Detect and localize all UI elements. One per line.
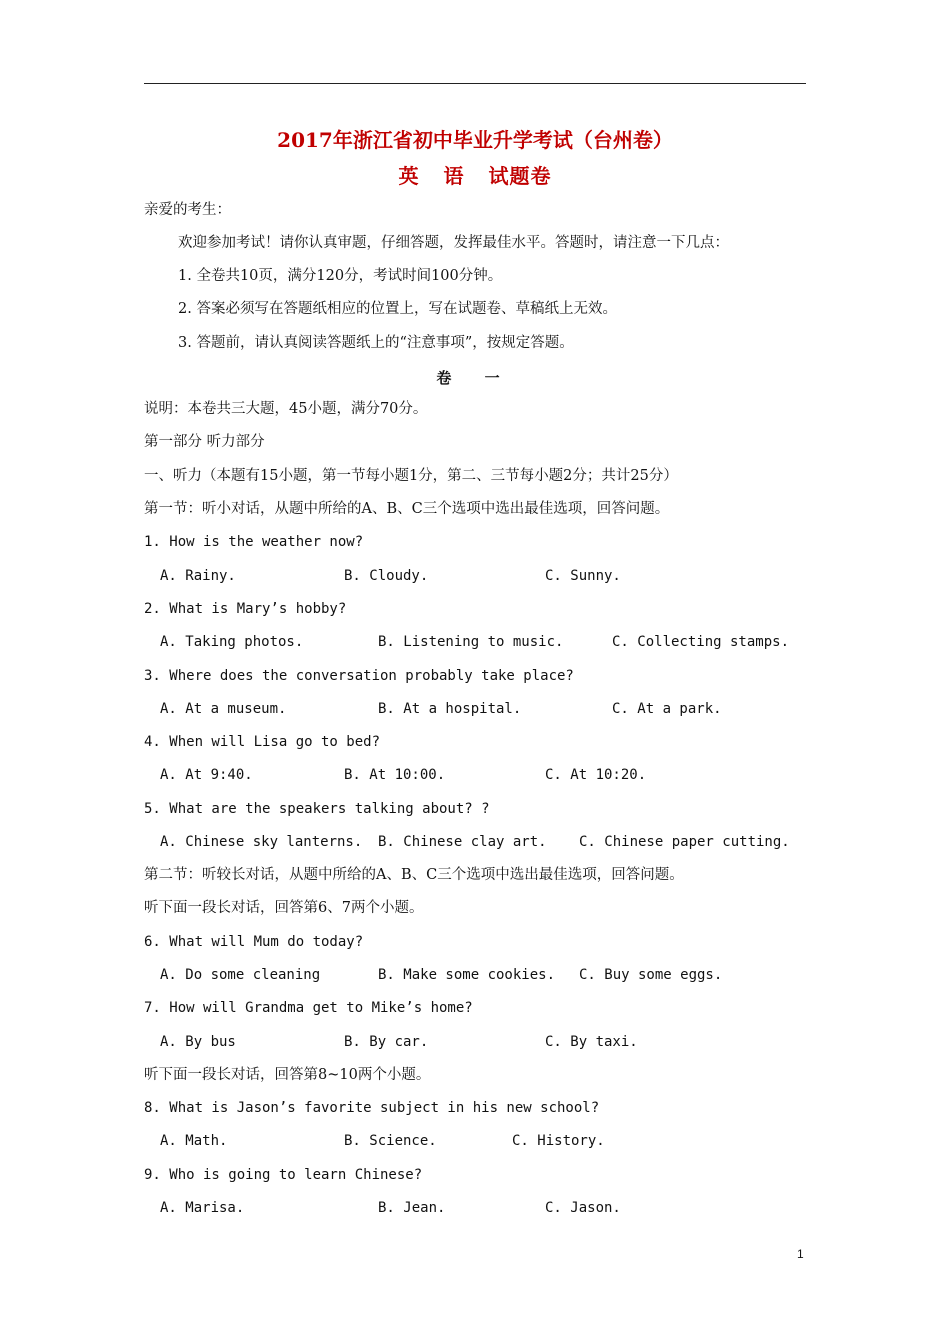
option-a: A. Do some cleaning — [160, 967, 321, 983]
question-text: 9. Who is going to learn Chinese? — [144, 1167, 423, 1183]
welcome-text: 欢迎参加考试！请你认真审题，仔细答题，发挥最佳水平。答题时，请注意一下几点： — [178, 235, 729, 251]
page-number: 1 — [797, 1247, 804, 1261]
option-b: B. Science. — [344, 1133, 437, 1149]
option-c: C. Jason. — [545, 1200, 621, 1216]
option-a: A. At a museum. — [160, 701, 287, 717]
option-a: A. At 9:40. — [160, 767, 253, 783]
question-text: 6. What will Mum do today? — [144, 934, 364, 950]
option-c: C. Collecting stamps. — [612, 634, 790, 650]
note-item: 1. 全卷共10页，满分120分，考试时间100分钟。 — [178, 268, 503, 284]
subject-title — [0, 160, 950, 189]
question-text: 8. What is Jason’s favorite subject in his new school? — [144, 1100, 600, 1116]
option-c: C. Sunny. — [545, 568, 621, 584]
dialog-instructions: 听下面一段长对话，回答第8~10两个小题。 — [144, 1067, 431, 1083]
note-item: 2. 答案必须写在答题纸相应的位置上，写在试题卷、草稿纸上无效。 — [178, 301, 617, 317]
header-rule — [144, 83, 806, 84]
option-b: B. Jean. — [378, 1200, 446, 1216]
subject-part: 英 — [398, 164, 420, 188]
question-text: 7. How will Grandma get to Mike’s home? — [144, 1000, 473, 1016]
option-b: B. By car. — [344, 1034, 429, 1050]
option-c: C. Buy some eggs. — [579, 967, 723, 983]
dialog-instructions: 听下面一段长对话，回答第6、7两个小题。 — [144, 900, 424, 916]
option-a: A. Chinese sky lanterns. — [160, 834, 363, 850]
option-b: B. At 10:00. — [344, 767, 446, 783]
question-text: 5. What are the speakers talking about? ? — [144, 801, 490, 817]
option-c: C. At a park. — [612, 701, 722, 717]
question-text: 3. Where does the conversation probably take place? — [144, 668, 574, 684]
section2-instructions: 第二节：听较长对话，从题中所给的A、B、C三个选项中选出最佳选项，回答问题。 — [144, 867, 684, 883]
subject-part: 试题卷 — [488, 164, 552, 188]
option-b: B. Cloudy. — [344, 568, 429, 584]
option-a: A. By bus — [160, 1034, 236, 1050]
option-b: B. Chinese clay art. — [378, 834, 547, 850]
option-a: A. Marisa. — [160, 1200, 245, 1216]
greeting: 亲爱的考生： — [144, 202, 231, 218]
question-text: 1. How is the weather now? — [144, 534, 364, 550]
listening-heading: 一、听力（本题有15小题，第一节每小题1分，第二、三节每小题2分；共计25分） — [144, 468, 678, 484]
section1-instructions: 第一节：听小对话，从题中所给的A、B、C三个选项中选出最佳选项，回答问题。 — [144, 501, 670, 517]
option-c: C. At 10:20. — [545, 767, 647, 783]
question-text: 4. When will Lisa go to bed? — [144, 734, 381, 750]
option-b: B. At a hospital. — [378, 701, 522, 717]
part-heading: 第一部分 听力部分 — [144, 434, 265, 450]
option-b: B. Listening to music. — [378, 634, 564, 650]
question-text: 2. What is Mary’s hobby? — [144, 601, 347, 617]
option-a: A. Taking photos. — [160, 634, 304, 650]
option-b: B. Make some cookies. — [378, 967, 556, 983]
option-c: C. By taxi. — [545, 1034, 638, 1050]
note-item: 3. 答题前，请认真阅读答题纸上的“注意事项”，按规定答题。 — [178, 335, 574, 351]
juan-heading: 卷 一 — [436, 369, 514, 387]
option-c: C. Chinese paper cutting. — [579, 834, 790, 850]
option-a: A. Rainy. — [160, 568, 236, 584]
section-description: 说明：本卷共三大题，45小题，满分70分。 — [144, 401, 428, 417]
option-c: C. History. — [512, 1133, 605, 1149]
exam-title: 2017年浙江省初中毕业升学考试（台州卷） — [277, 128, 673, 152]
option-a: A. Math. — [160, 1133, 228, 1149]
subject-part: 语 — [443, 164, 465, 188]
